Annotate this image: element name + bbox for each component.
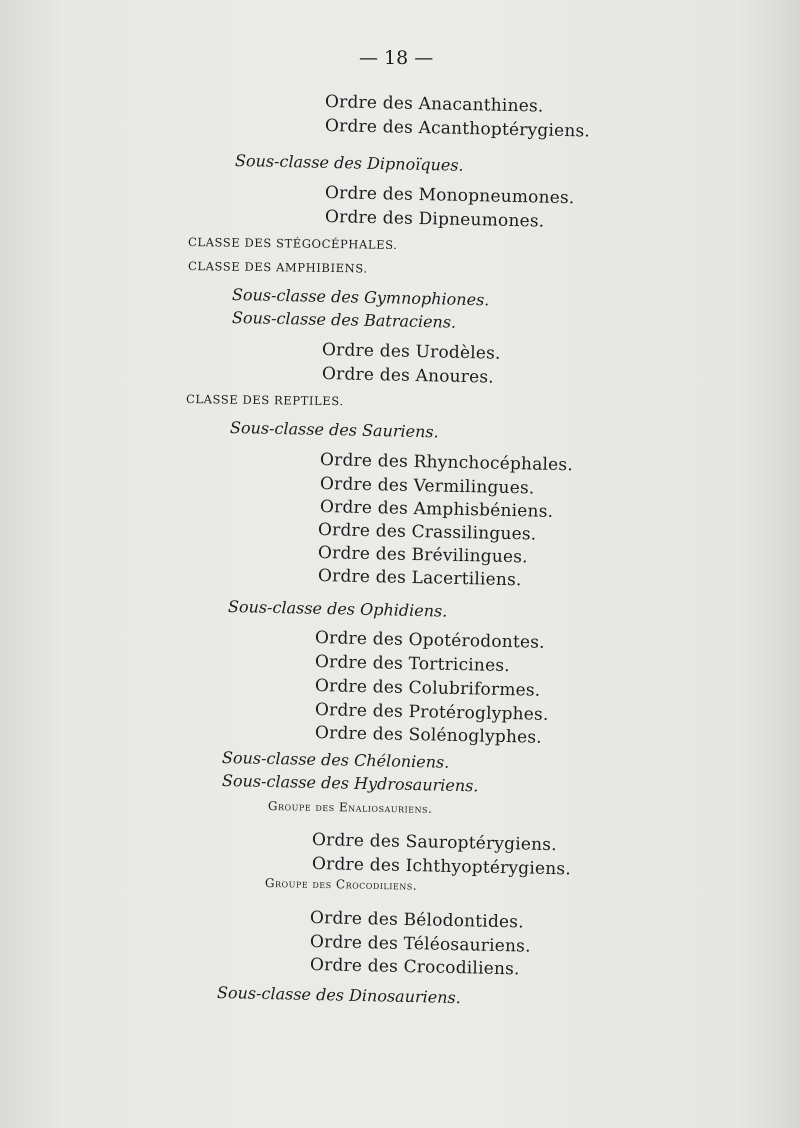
sous-classe-dipnoiques: Sous-classe des Dipnoïques. (234, 151, 464, 175)
ordre-monopneumones: Ordre des Monopneumones. (324, 183, 575, 209)
sous-classe-cheloniens: Sous-classe des Chéloniens. (221, 748, 450, 772)
groupe-enaliosauriens: Groupe des Enaliosauriens. (267, 799, 433, 816)
ordre-proteroglyphes: Ordre des Protéroglyphes. (314, 700, 549, 725)
sous-classe-sauriens: Sous-classe des Sauriens. (229, 418, 439, 442)
classe-stegocephales: CLASSE DES STÉGOCÉPHALES. (187, 235, 398, 252)
ordre-tortricines: Ordre des Tortricines. (314, 652, 511, 677)
ordre-anoures: Ordre des Anoures. (321, 364, 495, 388)
sous-classe-batraciens: Sous-classe des Batraciens. (231, 308, 457, 332)
ordre-dipneumones: Ordre des Dipneumones. (324, 207, 545, 232)
ordre-ichthyopterygiens: Ordre des Ichthyoptérygiens. (311, 854, 572, 880)
ordre-belodontides: Ordre des Bélodontides. (309, 908, 525, 933)
classe-amphibiens: CLASSE DES AMPHIBIENS. (187, 259, 368, 276)
ordre-sauropterygiens: Ordre des Sauroptérygiens. (311, 830, 558, 856)
sous-classe-gymnophiones: Sous-classe des Gymnophiones. (231, 285, 490, 310)
ordre-rhynchocephales: Ordre des Rhynchocéphales. (319, 450, 574, 476)
ordre-acanthopterygiens: Ordre des Acanthoptérygiens. (324, 116, 591, 142)
sous-classe-hydrosauriens: Sous-classe des Hydrosauriens. (221, 771, 479, 796)
sous-classe-ophidiens: Sous-classe des Ophidiens. (227, 597, 448, 621)
ordre-vermilingues: Ordre des Vermilingues. (319, 474, 535, 499)
page-number: — 18 — (359, 47, 434, 69)
ordre-urodeles: Ordre des Urodèles. (321, 340, 501, 364)
classe-reptiles: CLASSE DES REPTILES. (185, 392, 344, 409)
ordre-crocodiliens: Ordre des Crocodiliens. (309, 955, 520, 980)
ordre-anacanthines: Ordre des Anacanthines. (324, 92, 544, 117)
groupe-crocodiliens: Groupe des Crocodiliens. (264, 876, 418, 893)
ordre-amphisbeniens: Ordre des Amphisbéniens. (319, 497, 554, 522)
ordre-brevilingues: Ordre des Brévilingues. (317, 543, 528, 568)
ordre-solenoglyphes: Ordre des Solénoglyphes. (314, 723, 543, 748)
ordre-lacertiliens: Ordre des Lacertiliens. (317, 566, 522, 591)
ordre-crassilingues: Ordre des Crassilingues. (317, 520, 537, 545)
sous-classe-dinosauriens: Sous-classe des Dinosauriens. (216, 983, 462, 1008)
ordre-colubriformes: Ordre des Colubriformes. (314, 676, 541, 701)
ordre-teleosauriens: Ordre des Téléosauriens. (309, 932, 531, 957)
ordre-opoterodontes: Ordre des Opotérodontes. (314, 628, 545, 653)
